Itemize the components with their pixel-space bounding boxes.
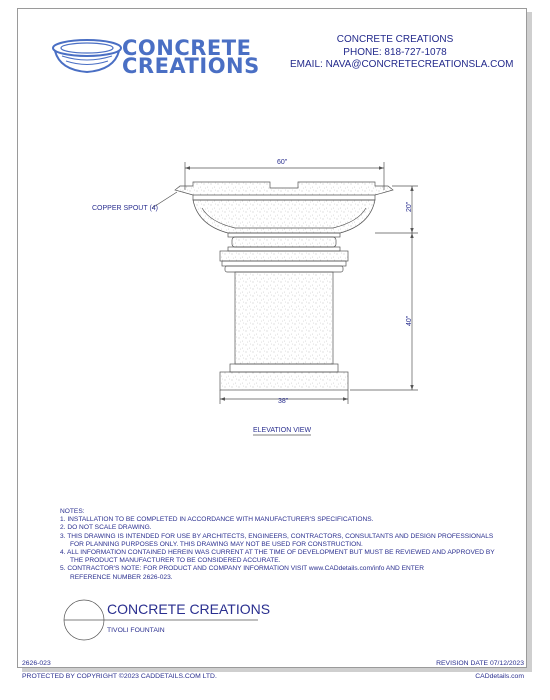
title-block-product: TIVOLI FOUNTAIN: [107, 627, 165, 634]
elevation-view-label: ELEVATION VIEW: [253, 427, 312, 434]
fountain-column: [235, 272, 333, 364]
note-line: 4. ALL INFORMATION CONTAINED HEREIN WAS CURRENT AT THE TIME OF DEVELOPMENT BUT MUST BE REVIEWED AND APPROVED BY: [60, 549, 495, 557]
dimension-top-label: 60": [277, 159, 288, 166]
reference-number: 2626-023: [22, 660, 51, 667]
copyright-notice: PROTECTED BY COPYRIGHT ©2023 CADDETAILS.COM LTD.: [22, 673, 217, 680]
notes-heading: NOTES:: [60, 508, 85, 515]
logo-line-1: CONCRETE: [122, 36, 252, 60]
note-line: 2. DO NOT SCALE DRAWING.: [60, 524, 152, 532]
notes-block: [60, 508, 495, 582]
logo-line-2: CREATIONS: [122, 54, 260, 78]
contact-company: CONCRETE CREATIONS: [336, 34, 454, 45]
revision-date: REVISION DATE 07/12/2023: [436, 660, 524, 667]
note-line: FOR PLANNING PURPOSES ONLY. THIS DRAWING MAY NOT BE USED FOR CONSTRUCTION.: [70, 540, 363, 548]
fountain-base: [220, 372, 348, 390]
dimension-column-label: 40": [406, 315, 413, 326]
contact-phone: PHONE: 818-727-1078: [343, 46, 447, 58]
copper-spout-callout: COPPER SPOUT (4): [92, 205, 158, 212]
note-line: 3. THIS DRAWING IS INTENDED FOR USE BY ARCHITECTS, ENGINEERS, CONTRACTORS, CONSULTANTS AND DESIGN PROFESSIONALS: [60, 532, 494, 540]
note-line: THE PRODUCT MANUFACTURER TO BE CONSIDERED ACCURATE.: [70, 557, 281, 565]
fountain-rim: [175, 182, 393, 195]
caddetails-link[interactable]: CADdetails.com: [475, 673, 524, 680]
note-line: 5. CONTRACTOR'S NOTE: FOR PRODUCT AND COMPANY INFORMATION VISIT www.CADdetails.com/info AND ENTER: [60, 565, 424, 573]
contact-email: EMAIL: NAVA@CONCRETECREATIONSLA.COM: [290, 59, 514, 70]
note-line: 1. INSTALLATION TO BE COMPLETED IN ACCORDANCE WITH MANUFACTURER'S SPECIFICATIONS.: [60, 516, 374, 524]
dimension-base-label: 38": [278, 398, 289, 405]
dimension-bowl-label: 20": [406, 201, 413, 212]
title-block-company: CONCRETE CREATIONS: [107, 601, 271, 617]
note-line: REFERENCE NUMBER 2626-023.: [70, 573, 173, 581]
